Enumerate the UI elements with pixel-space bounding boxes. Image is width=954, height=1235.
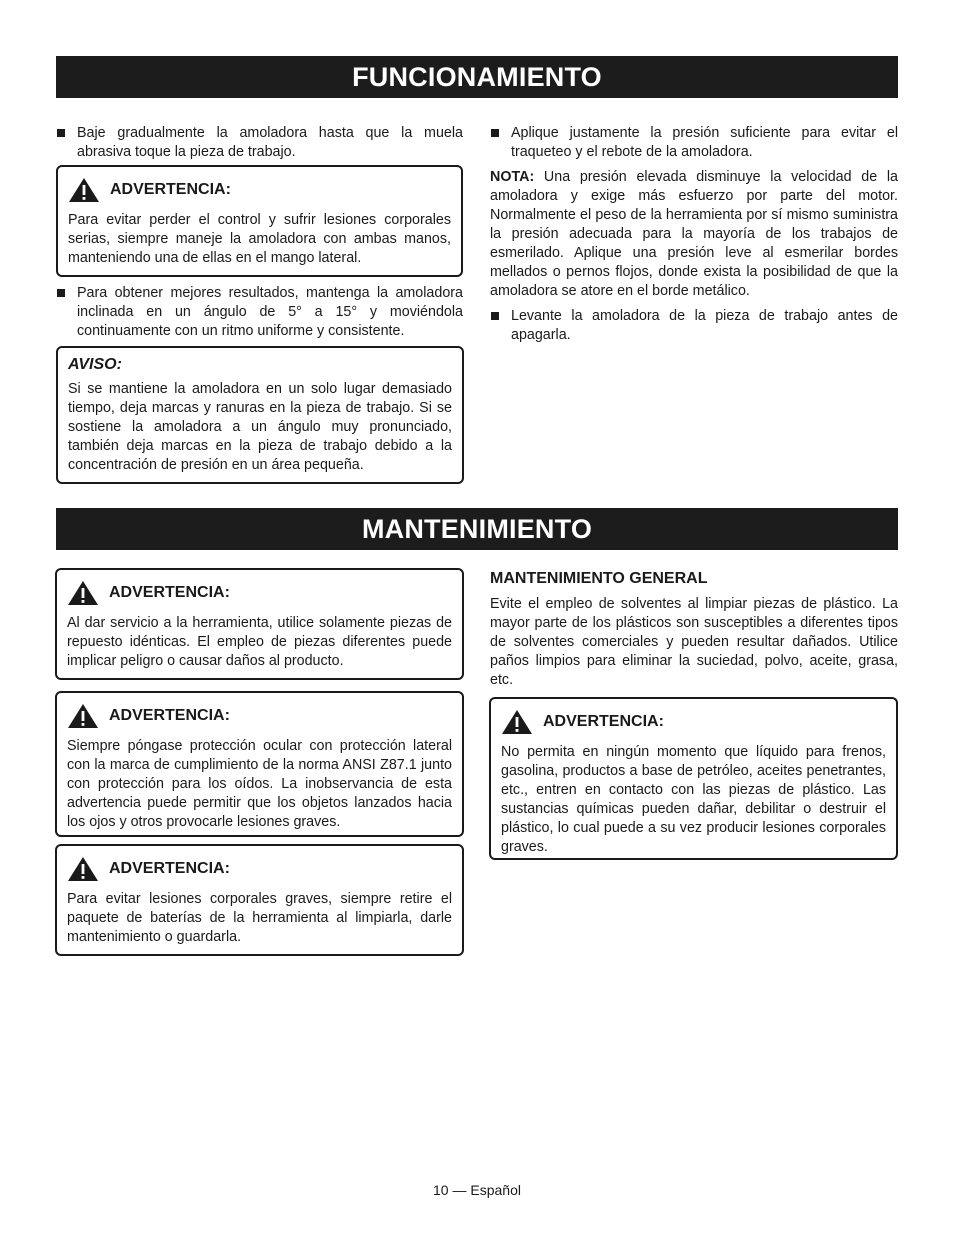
bullet-text: Para obtener mejores resultados, mantenga la amoladora inclinada en un ángulo de 5° a 15° y moviéndola continuamente con un ritmo uniforme y consistente.	[77, 285, 463, 339]
warning-box	[489, 697, 898, 860]
square-bullet-icon	[57, 289, 65, 297]
subsection-heading: MANTENIMIENTO GENERAL	[490, 570, 708, 587]
list-item	[56, 124, 463, 162]
warning-text: No permita en ningún momento que líquido para frenos, gasolina, productos a base de petróleo, aceites penetrantes, etc., entren en contacto con las piezas de plástico. Las sustancias químicas pueden dañar, debilitar o destruir el plástico, lo cual puede a su vez producir lesiones corporales graves.	[501, 744, 886, 855]
warning-box	[55, 691, 464, 837]
mantenimiento-general	[490, 570, 898, 690]
warning-header	[501, 709, 886, 735]
warning-header	[68, 177, 451, 203]
nota-text: Una presión elevada disminuye la velocidad de la amoladora y exige más esfuerzo por parte del motor. Normalmente el peso de la herramienta por sí mismo suministra la presión adecuada para la mayoría de los trabajos de esmerilado. Aplique una presión leve al esmerilar bordes mellados o pernos flojos, donde exista la posibilidad de que la amoladora se atore en el borde metálico.	[490, 169, 898, 299]
square-bullet-icon	[491, 312, 499, 320]
bullet-text: Aplique justamente la presión suficiente para evitar el traqueteo y el rebote de la amoladora.	[511, 125, 898, 160]
square-bullet-icon	[57, 129, 65, 137]
nota-paragraph	[490, 168, 898, 301]
warning-header	[67, 856, 452, 882]
nota-label: NOTA:	[490, 169, 535, 185]
warning-triangle-icon	[68, 177, 100, 203]
warning-triangle-icon	[67, 856, 99, 882]
maintenance-paragraph: Evite el empleo de solventes al limpiar piezas de plástico. La mayor parte de los plásticos son susceptibles a diferentes tipos de solventes comerciales y pueden resultar dañados. Utilice paños limpios para eliminar la suciedad, polvo, aceite, grasa, etc.	[490, 596, 898, 688]
warning-text: Al dar servicio a la herramienta, utilice solamente piezas de repuesto idénticas. El empleo de piezas diferentes puede implicar peligro o causar daños al producto.	[67, 615, 452, 669]
warning-box	[55, 568, 464, 680]
warning-text: Para evitar lesiones corporales graves, siempre retire el paquete de baterías de la herramienta al limpiarla, darle mantenimiento o guardarla.	[67, 891, 452, 945]
warning-title: ADVERTENCIA:	[543, 713, 664, 730]
warning-title: ADVERTENCIA:	[109, 584, 230, 601]
warning-triangle-icon	[501, 709, 533, 735]
aviso-title: AVISO:	[68, 356, 122, 373]
bullet-text: Baje gradualmente la amoladora hasta que la muela abrasiva toque la pieza de trabajo.	[77, 125, 463, 160]
funcionamiento-right-column	[490, 124, 898, 345]
bullet-text: Levante la amoladora de la pieza de trabajo antes de apagarla.	[511, 308, 898, 343]
warning-header	[67, 703, 452, 729]
funcionamiento-left-column	[56, 124, 463, 162]
list-item	[490, 124, 898, 162]
section-title-funcionamiento: FUNCIONAMIENTO	[56, 56, 898, 98]
warning-box	[56, 165, 463, 277]
warning-text: Siempre póngase protección ocular con protección lateral con la marca de cumplimiento de la norma ANSI Z87.1 junto con protección para los oídos. La inobservancia de esta advertencia puede permitir que los objetos lanzados hacia los ojos y otros provocarle lesiones graves.	[67, 738, 452, 830]
warning-header	[67, 580, 452, 606]
warning-title: ADVERTENCIA:	[109, 860, 230, 877]
aviso-box	[56, 346, 464, 484]
warning-box	[55, 844, 464, 956]
warning-text: Para evitar perder el control y sufrir lesiones corporales serias, siempre maneje la amoladora con ambas manos, manteniendo una de ellas en el mango lateral.	[68, 212, 451, 266]
page-footer: 10 — Español	[433, 1182, 521, 1198]
warning-triangle-icon	[67, 580, 99, 606]
list-item	[490, 307, 898, 345]
funcionamiento-left-column-2	[56, 284, 463, 341]
list-item	[56, 284, 463, 341]
aviso-text: Si se mantiene la amoladora en un solo lugar demasiado tiempo, deja marcas y ranuras en la pieza de trabajo. Si se sostiene la amoladora a un ángulo muy pronunciado, también deja marcas en la pieza de trabajo debido a la concentración de presión en un área pequeña.	[68, 381, 452, 473]
square-bullet-icon	[491, 129, 499, 137]
warning-title: ADVERTENCIA:	[110, 181, 231, 198]
section-title-mantenimiento: MANTENIMIENTO	[56, 508, 898, 550]
warning-triangle-icon	[67, 703, 99, 729]
warning-title: ADVERTENCIA:	[109, 707, 230, 724]
